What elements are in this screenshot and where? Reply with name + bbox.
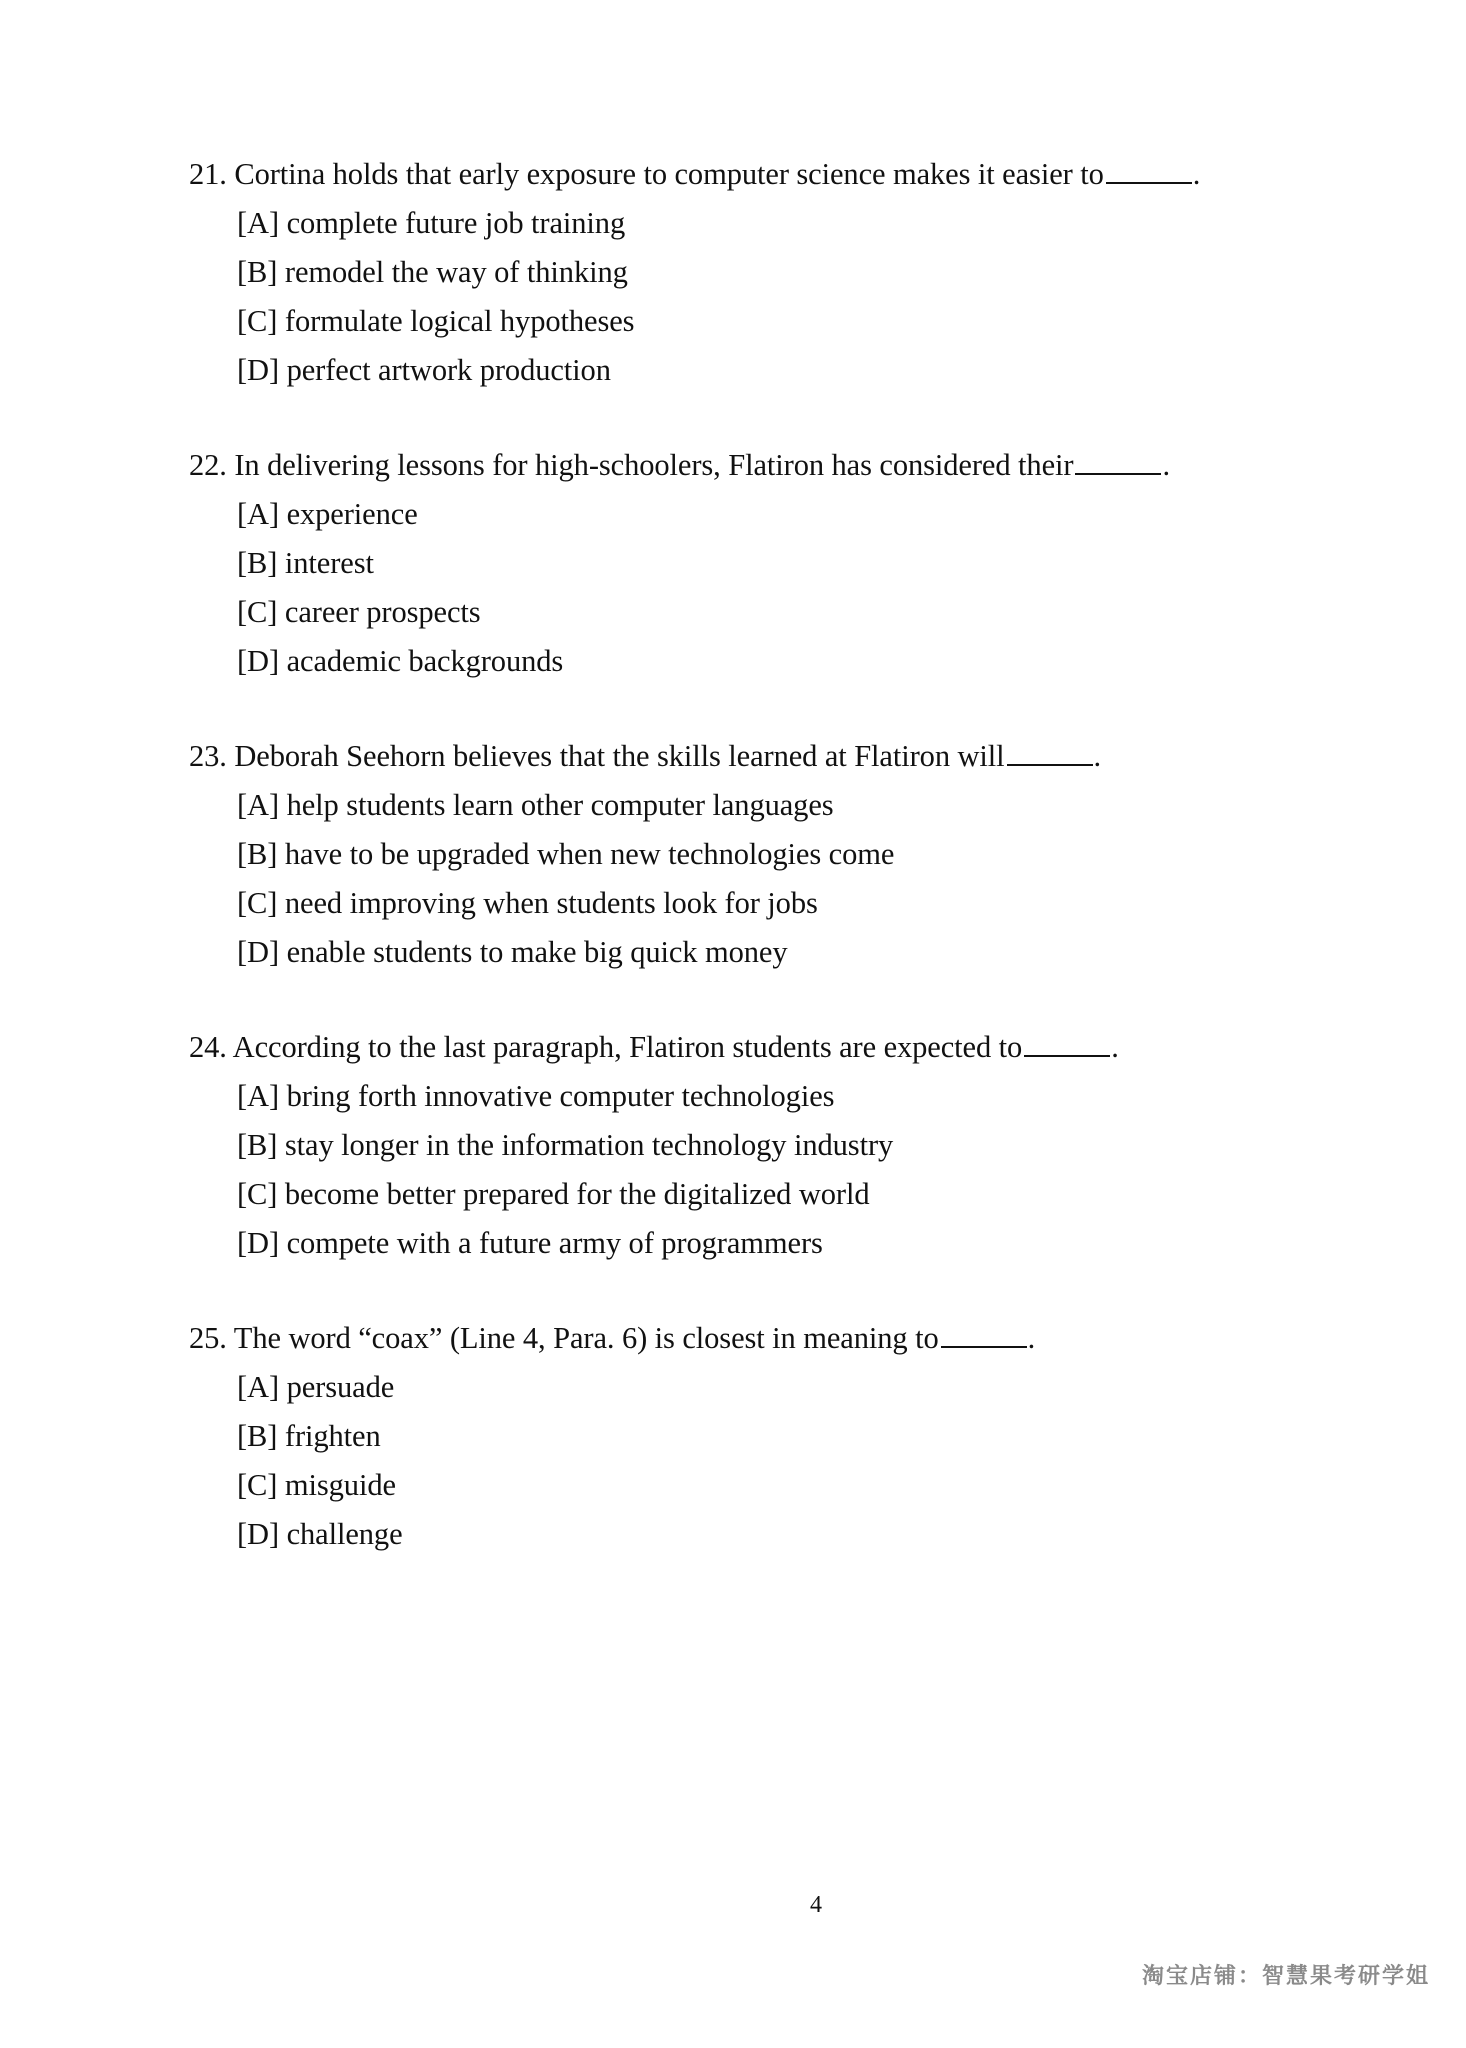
question-stem: [189, 150, 1339, 199]
option-d: [D] perfect artwork production: [237, 353, 611, 387]
answer-blank: [1024, 1033, 1110, 1057]
option-c: [C] become better prepared for the digitalized world: [237, 1177, 870, 1211]
answer-blank: [1007, 742, 1093, 766]
option-a: [A] complete future job training: [237, 206, 626, 240]
question-21: [189, 150, 1339, 395]
option-c: [C] formulate logical hypotheses: [237, 304, 635, 338]
stem-period: .: [1093, 739, 1102, 773]
option-a: [A] experience: [237, 497, 418, 531]
question-stem: [189, 441, 1339, 490]
option-d: [D] academic backgrounds: [237, 644, 564, 678]
stem-period: .: [1027, 1321, 1036, 1355]
question-stem-text: 24. According to the last paragraph, Flatiron students are expected to: [189, 1030, 1023, 1064]
question-25: [189, 1314, 1339, 1559]
page-number: 4: [810, 1892, 822, 1918]
question-stem: [189, 1023, 1339, 1072]
question-stem-text: 25. The word “coax” (Line 4, Para. 6) is closest in meaning to: [189, 1321, 939, 1355]
option-a: [A] help students learn other computer languages: [237, 788, 834, 822]
option-c: [C] need improving when students look for jobs: [237, 886, 818, 920]
stem-period: .: [1162, 448, 1170, 482]
stem-period: .: [1111, 1030, 1119, 1064]
question-stem: [189, 1314, 1339, 1363]
option-b: [B] remodel the way of thinking: [237, 255, 628, 289]
option-d: [D] enable students to make big quick money: [237, 935, 788, 969]
option-b: [B] stay longer in the information technology industry: [237, 1128, 894, 1162]
option-c: [C] career prospects: [237, 595, 481, 629]
question-24: [189, 1023, 1339, 1268]
question-list: [189, 150, 1339, 1605]
answer-blank: [1106, 160, 1192, 184]
question-stem: [189, 732, 1339, 781]
option-d: [D] compete with a future army of programmers: [237, 1226, 823, 1260]
option-b: [B] frighten: [237, 1419, 381, 1453]
option-c: [C] misguide: [237, 1468, 396, 1502]
option-a: [A] bring forth innovative computer technologies: [237, 1079, 835, 1113]
option-list: [189, 199, 1339, 395]
question-23: [189, 732, 1339, 977]
option-list: [189, 781, 1339, 977]
option-b: [B] interest: [237, 546, 374, 580]
option-list: [189, 1072, 1339, 1268]
question-stem-text: 23. Deborah Seehorn believes that the skills learned at Flatiron will: [189, 739, 1005, 773]
answer-blank: [1075, 451, 1161, 475]
shop-watermark: 淘宝店铺：智慧果考研学姐: [1141, 1964, 1430, 1989]
option-list: [189, 490, 1339, 686]
answer-blank: [941, 1324, 1027, 1348]
option-a: [A] persuade: [237, 1370, 395, 1404]
question-22: [189, 441, 1339, 686]
option-list: [189, 1363, 1339, 1559]
stem-period: .: [1192, 157, 1201, 191]
question-stem-text: 22. In delivering lessons for high-schoolers, Flatiron has considered their: [189, 448, 1074, 482]
question-stem-text: 21. Cortina holds that early exposure to computer science makes it easier to: [189, 157, 1104, 191]
option-b: [B] have to be upgraded when new technologies come: [237, 837, 895, 871]
option-d: [D] challenge: [237, 1517, 403, 1551]
